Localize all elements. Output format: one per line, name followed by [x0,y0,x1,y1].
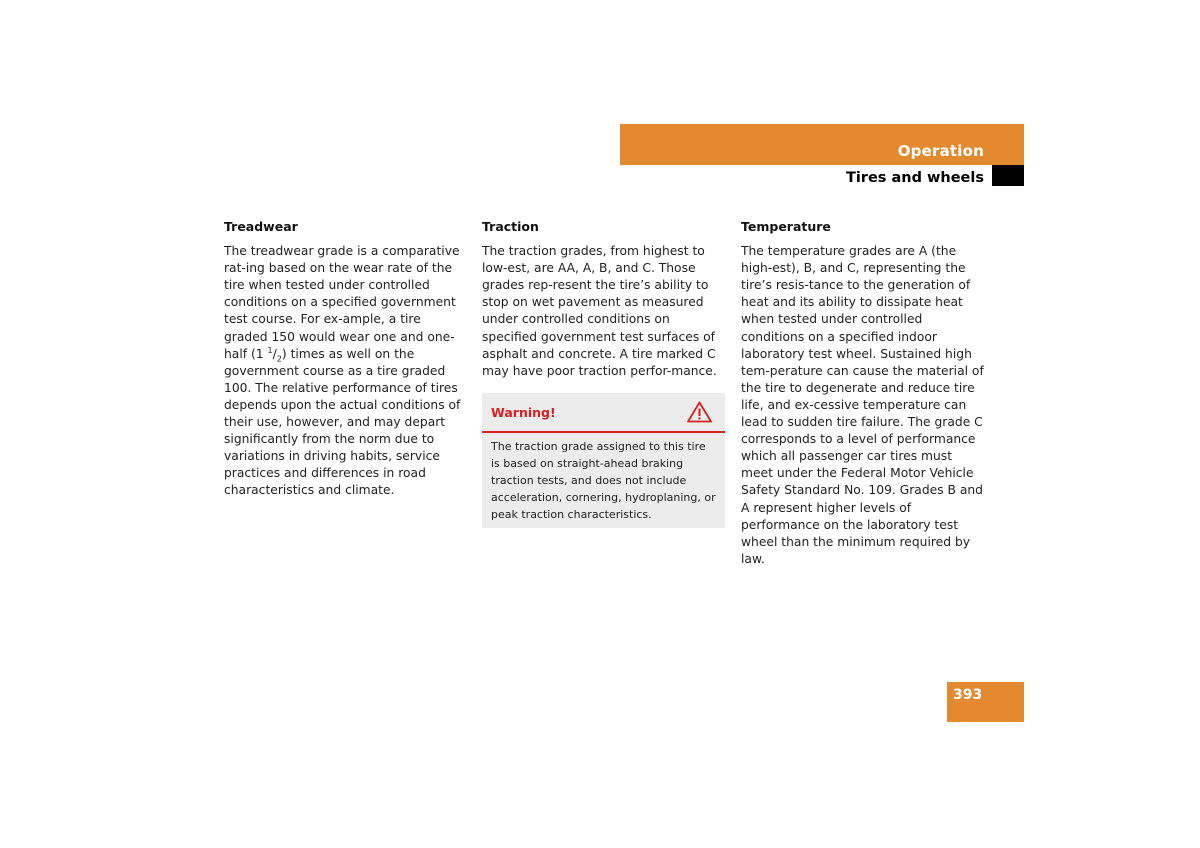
temperature-text: The temperature grades are A (the high-est), B, and C, representing the tire’s resis-tance to the generation of heat and its ability to dissipate heat when tested under controlled conditions on a specified indoor laboratory test wheel. Sustained high tem-perature can cause the material of the tire to degenerate and reduce tire life, and ex-cessive temperature can lead to sudden tire failure. The grade C corresponds to a level of performance which all passenger car tires must meet under the Federal Motor Vehicle Safety Standard No. 109. Grades B and A represent higher levels of performance on the laboratory test wheel than the minimum required by law. [741,244,984,566]
traction-column [482,218,726,380]
temperature-heading: Temperature [741,219,831,234]
fraction-slash: / [272,346,277,361]
fraction-denominator: 2 [276,354,282,364]
traction-heading: Traction [482,219,539,234]
warning-label: Warning! [491,405,556,420]
warning-box [482,393,725,528]
temperature-column [741,218,985,568]
traction-text: The traction grades, from highest to low-est, are AA, A, B, and C. Those grades rep-resent the tire’s ability to stop on wet pavement as measured under controlled conditions on specified government test surfaces of asphalt and concrete. A tire marked C may have poor traction perfor-mance. [482,244,717,378]
section-tab-marker [992,165,1024,186]
treadwear-column [224,218,468,500]
page-number: 393 [953,687,983,703]
warning-header [482,393,725,433]
treadwear-text-part-2: ) times as well on the government course as a tire graded 100. The relative performance of tires depends upon the actual conditions of their use, however, and may depart significantly from the norm due to variations in driving habits, service practices and differences in road characteristics and climate. [224,346,461,498]
warning-triangle-icon [687,401,712,423]
section-title: Operation [897,142,984,160]
treadwear-text-part-1: The treadwear grade is a comparative rat-ing based on the wear rate of the tire when tested under controlled conditions on a specified government test course. For ex-ample, a tire graded 150 would wear one and one-half (1 [224,244,460,361]
treadwear-heading: Treadwear [224,219,298,234]
treadwear-text [224,243,468,499]
subsection-title: Tires and wheels [845,170,984,186]
page-number-box [947,682,1024,722]
warning-text: The traction grade assigned to this tire is based on straight-ahead braking traction tests, and does not include acceleration, cornering, hydroplaning, or peak traction characteristics. [491,440,716,522]
fraction-numerator: 1 [267,345,273,355]
